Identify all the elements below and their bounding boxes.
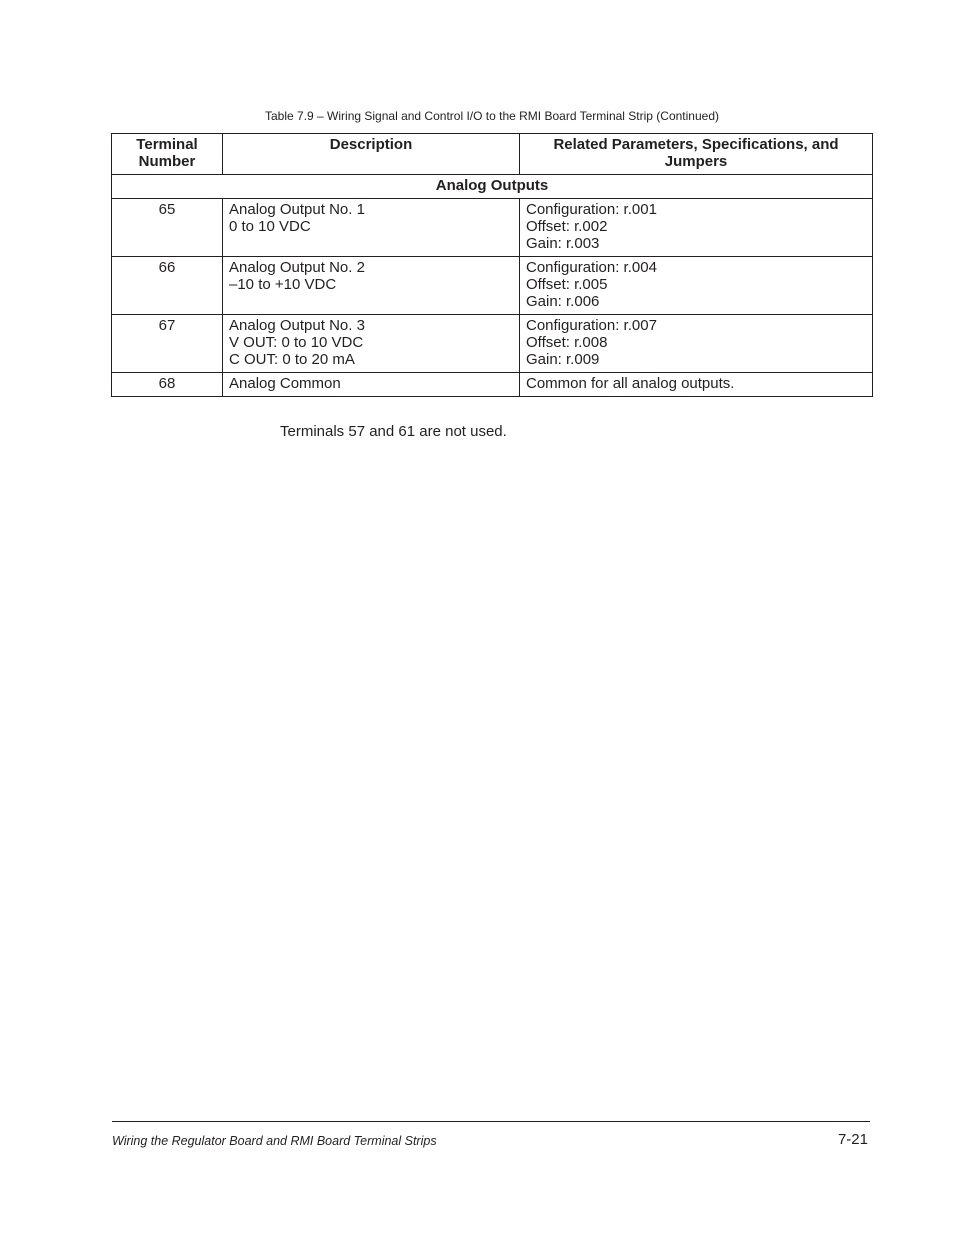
- description-line: –10 to +10 VDC: [229, 276, 337, 293]
- terminal-description: [223, 373, 520, 397]
- page-number: 7-21: [837, 1131, 868, 1148]
- related-line: Gain: r.009: [526, 351, 600, 368]
- footer-divider: [112, 1121, 870, 1122]
- related-line: Configuration: r.007: [526, 317, 657, 334]
- description-line: 0 to 10 VDC: [229, 218, 311, 235]
- table-row: [112, 257, 873, 315]
- terminal-number: 68: [112, 373, 223, 397]
- terminal-description: [223, 315, 520, 373]
- description-line: C OUT: 0 to 20 mA: [229, 351, 355, 368]
- description-line: Analog Output No. 3: [229, 317, 365, 334]
- header-related-parameters: [520, 134, 873, 175]
- header-terminal-line1: Terminal: [136, 136, 198, 153]
- header-related-line1: Related Parameters, Specifications, and: [553, 136, 839, 153]
- header-terminal-line2: Number: [138, 153, 196, 170]
- table-row: [112, 199, 873, 257]
- terminal-related-parameters: [520, 257, 873, 315]
- table-header-row: [112, 134, 873, 175]
- section-analog-outputs: Analog Outputs: [112, 175, 873, 199]
- footer-chapter-title: Wiring the Regulator Board and RMI Board Terminal Strips: [112, 1134, 437, 1148]
- related-line: Gain: r.006: [526, 293, 600, 310]
- terminal-number: 66: [112, 257, 223, 315]
- terminal-related-parameters: [520, 315, 873, 373]
- section-row: [112, 175, 873, 199]
- terminal-related-parameters: [520, 199, 873, 257]
- related-line: Configuration: r.001: [526, 201, 657, 218]
- terminal-number: 65: [112, 199, 223, 257]
- description-line: Analog Output No. 2: [229, 259, 365, 276]
- terminal-number: 67: [112, 315, 223, 373]
- related-line: Offset: r.002: [526, 218, 608, 235]
- terminal-description: [223, 199, 520, 257]
- terminal-description: [223, 257, 520, 315]
- description-line: Analog Output No. 1: [229, 201, 365, 218]
- terminal-related-parameters: [520, 373, 873, 397]
- related-line: Offset: r.008: [526, 334, 608, 351]
- table-row: [112, 315, 873, 373]
- description-line: Analog Common: [229, 375, 341, 392]
- header-related-line2: Jumpers: [664, 153, 728, 170]
- table-row: [112, 373, 873, 397]
- header-description: Description: [223, 134, 520, 175]
- related-line: Gain: r.003: [526, 235, 600, 252]
- related-line: Common for all analog outputs.: [526, 375, 735, 392]
- description-line: V OUT: 0 to 10 VDC: [229, 334, 364, 351]
- related-line: Configuration: r.004: [526, 259, 657, 276]
- related-line: Offset: r.005: [526, 276, 608, 293]
- unused-terminals-note: Terminals 57 and 61 are not used.: [280, 423, 507, 440]
- wiring-table: [111, 133, 873, 397]
- header-terminal-number: [112, 134, 223, 175]
- table-caption: Table 7.9 – Wiring Signal and Control I/O to the RMI Board Terminal Strip (Continued): [265, 109, 719, 123]
